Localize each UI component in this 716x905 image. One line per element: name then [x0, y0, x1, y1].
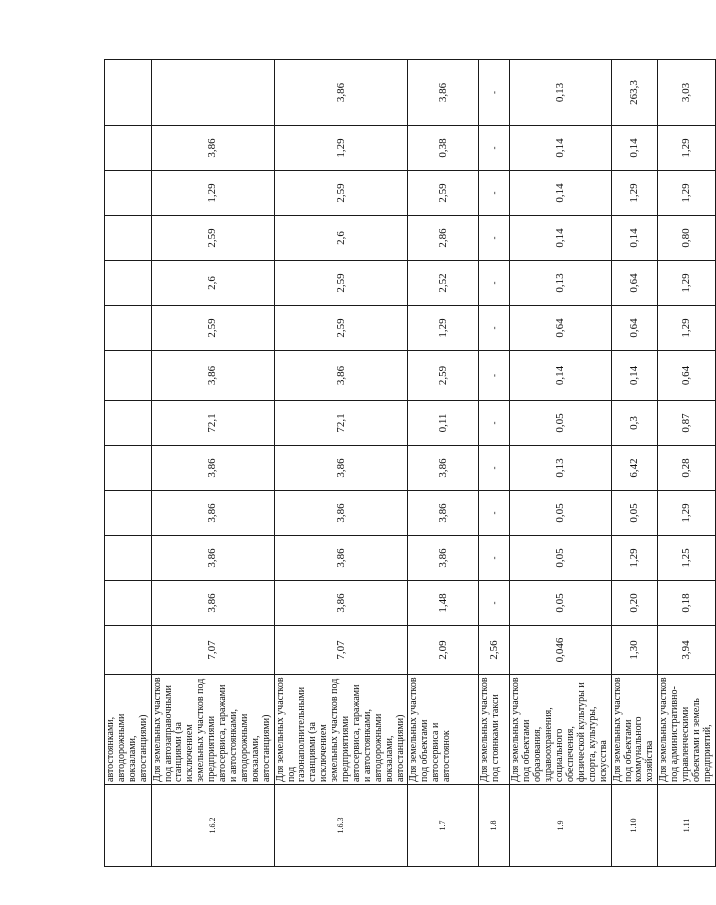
- rate-cell: 0,05: [510, 581, 611, 626]
- table-row: [510, 60, 611, 867]
- row-description: Для земельных участков под объектами образования, здравоохранения, социального обеспечения, физической культуры и спорта, культуры, искусства: [510, 675, 611, 785]
- rate-cell: 1,29: [408, 306, 479, 351]
- rate-cell: 263,3: [611, 60, 658, 126]
- rate-cell: 3,86: [151, 581, 274, 626]
- rate-cell: 3,86: [274, 446, 408, 491]
- rate-cell: 3,86: [408, 536, 479, 581]
- rate-cell: 0,38: [408, 126, 479, 171]
- rate-cell: 3,86: [151, 446, 274, 491]
- rate-cell: [105, 446, 152, 491]
- rate-cell: 0,13: [510, 446, 611, 491]
- rate-cell: [105, 306, 152, 351]
- rate-cell: -: [479, 171, 510, 216]
- rate-cell: 2,86: [408, 216, 479, 261]
- rate-cell: 1,29: [658, 171, 716, 216]
- rate-cell: 2,59: [408, 351, 479, 401]
- rate-cell: 3,03: [658, 60, 716, 126]
- rate-cell: 0,14: [510, 351, 611, 401]
- rate-cell: [105, 491, 152, 536]
- rate-cell: 0,14: [611, 216, 658, 261]
- rate-cell: [105, 626, 152, 675]
- rate-cell: -: [479, 401, 510, 446]
- rate-cell: -: [479, 60, 510, 126]
- rate-cell: -: [479, 446, 510, 491]
- rate-cell: 1,25: [658, 536, 716, 581]
- rate-cell: 3,86: [151, 536, 274, 581]
- rate-cell: 3,86: [408, 491, 479, 536]
- rate-cell: 3,86: [274, 581, 408, 626]
- rate-cell: 3,86: [408, 60, 479, 126]
- rate-cell: 0,64: [611, 261, 658, 306]
- rate-cell: 3,86: [274, 60, 408, 126]
- row-description: Для земельных участков под газонаполнительными станциями (за исключением земельных участков под предприятиями автосервиса, гаражами и автостоянками, автодорожными вокзалами, автостанциями): [274, 675, 408, 785]
- rate-cell: 0,64: [611, 306, 658, 351]
- rate-cell: 2,09: [408, 626, 479, 675]
- rate-cell: 2,59: [151, 306, 274, 351]
- rate-cell: -: [479, 261, 510, 306]
- rate-cell: 0,11: [408, 401, 479, 446]
- table-row: [479, 60, 510, 867]
- rate-cell: 3,86: [151, 126, 274, 171]
- rate-cell: 0,046: [510, 626, 611, 675]
- rate-cell: 0,14: [510, 126, 611, 171]
- row-code: 1.8: [479, 785, 510, 867]
- rate-cell: 0,64: [658, 351, 716, 401]
- rate-cell: -: [479, 351, 510, 401]
- rate-cell: 6,42: [611, 446, 658, 491]
- rate-cell: 2,59: [274, 306, 408, 351]
- rate-cell: [151, 60, 274, 126]
- rate-cell: 0,14: [510, 216, 611, 261]
- row-description: автостоянками, автодорожными вокзалами, автостанциями): [105, 675, 152, 785]
- row-description: Для земельных участков под стоянками такси: [479, 675, 510, 785]
- rate-cell: 3,86: [151, 351, 274, 401]
- rate-cell: -: [479, 581, 510, 626]
- rate-cell: 0,87: [658, 401, 716, 446]
- rate-cell: -: [479, 536, 510, 581]
- rate-cell: [105, 171, 152, 216]
- rate-cell: [105, 60, 152, 126]
- rate-cell: [105, 581, 152, 626]
- rate-cell: [105, 351, 152, 401]
- rate-cell: 0,13: [510, 60, 611, 126]
- rate-cell: 0,64: [510, 306, 611, 351]
- rate-cell: -: [479, 306, 510, 351]
- rate-cell: -: [479, 216, 510, 261]
- rate-cell: 2,6: [274, 216, 408, 261]
- rate-cell: 2,52: [408, 261, 479, 306]
- rate-cell: 0,80: [658, 216, 716, 261]
- rate-cell: 0,3: [611, 401, 658, 446]
- rate-cell: 1,29: [611, 536, 658, 581]
- rate-cell: [105, 126, 152, 171]
- rate-cell: -: [479, 126, 510, 171]
- rate-cell: -: [479, 491, 510, 536]
- rate-cell: 1,48: [408, 581, 479, 626]
- row-code: [105, 785, 152, 867]
- rate-cell: 72,1: [151, 401, 274, 446]
- rate-cell: 1,29: [151, 171, 274, 216]
- rate-cell: 3,94: [658, 626, 716, 675]
- row-code: 1.6.2: [151, 785, 274, 867]
- table-row: [274, 60, 408, 867]
- rate-cell: 1,30: [611, 626, 658, 675]
- rate-cell: 0,14: [611, 351, 658, 401]
- rate-cell: 0,05: [510, 401, 611, 446]
- rate-cell: 0,13: [510, 261, 611, 306]
- rate-cell: 2,59: [274, 171, 408, 216]
- rate-cell: 0,20: [611, 581, 658, 626]
- rate-cell: [105, 261, 152, 306]
- rate-cell: 3,86: [274, 536, 408, 581]
- rate-cell: 2,6: [151, 261, 274, 306]
- row-description: Для земельных участков под объектами коммунального хозяйства: [611, 675, 658, 785]
- rate-cell: 0,28: [658, 446, 716, 491]
- table-row: [151, 60, 274, 867]
- rate-cell: [105, 401, 152, 446]
- rate-cell: 1,29: [658, 261, 716, 306]
- rates-table: [104, 59, 716, 867]
- rate-cell: 1,29: [611, 171, 658, 216]
- rate-cell: [105, 216, 152, 261]
- rate-cell: 3,86: [151, 491, 274, 536]
- rate-cell: 0,05: [510, 536, 611, 581]
- row-description: Для земельных участков под автозаправочными станциями (за исключением земельных участков под предприятиями автосервиса, гаражами и автостоянками, автодорожными вокзалами, автостанциями): [151, 675, 274, 785]
- row-code: 1.6.3: [274, 785, 408, 867]
- rate-cell: 2,59: [408, 171, 479, 216]
- rate-cell: 3,86: [408, 446, 479, 491]
- row-description: Для земельных участков под административно-управленческими объектами и земель предприятий,: [658, 675, 716, 785]
- table-row: [658, 60, 716, 867]
- rate-cell: 1,29: [658, 306, 716, 351]
- rate-cell: 7,07: [274, 626, 408, 675]
- rate-cell: 0,05: [611, 491, 658, 536]
- rate-cell: 0,05: [510, 491, 611, 536]
- rate-cell: 2,59: [274, 261, 408, 306]
- rate-cell: 1,29: [658, 491, 716, 536]
- row-code: 1.11: [658, 785, 716, 867]
- rate-cell: 3,86: [274, 491, 408, 536]
- rate-cell: 1,29: [274, 126, 408, 171]
- rate-cell: 0,14: [510, 171, 611, 216]
- table-row: [105, 60, 152, 867]
- rate-cell: 0,18: [658, 581, 716, 626]
- table-body: [105, 60, 716, 867]
- table-row: [408, 60, 479, 867]
- rate-cell: 1,29: [658, 126, 716, 171]
- row-code: 1.10: [611, 785, 658, 867]
- rate-cell: 3,86: [274, 351, 408, 401]
- rate-cell: [105, 536, 152, 581]
- rate-cell: 7,07: [151, 626, 274, 675]
- row-description: Для земельных участков под объектами автосервиса и автостоянок: [408, 675, 479, 785]
- rate-cell: 72,1: [274, 401, 408, 446]
- rate-cell: 2,56: [479, 626, 510, 675]
- rate-cell: 0,14: [611, 126, 658, 171]
- table-row: [611, 60, 658, 867]
- rate-cell: 2,59: [151, 216, 274, 261]
- row-code: 1.9: [510, 785, 611, 867]
- row-code: 1.7: [408, 785, 479, 867]
